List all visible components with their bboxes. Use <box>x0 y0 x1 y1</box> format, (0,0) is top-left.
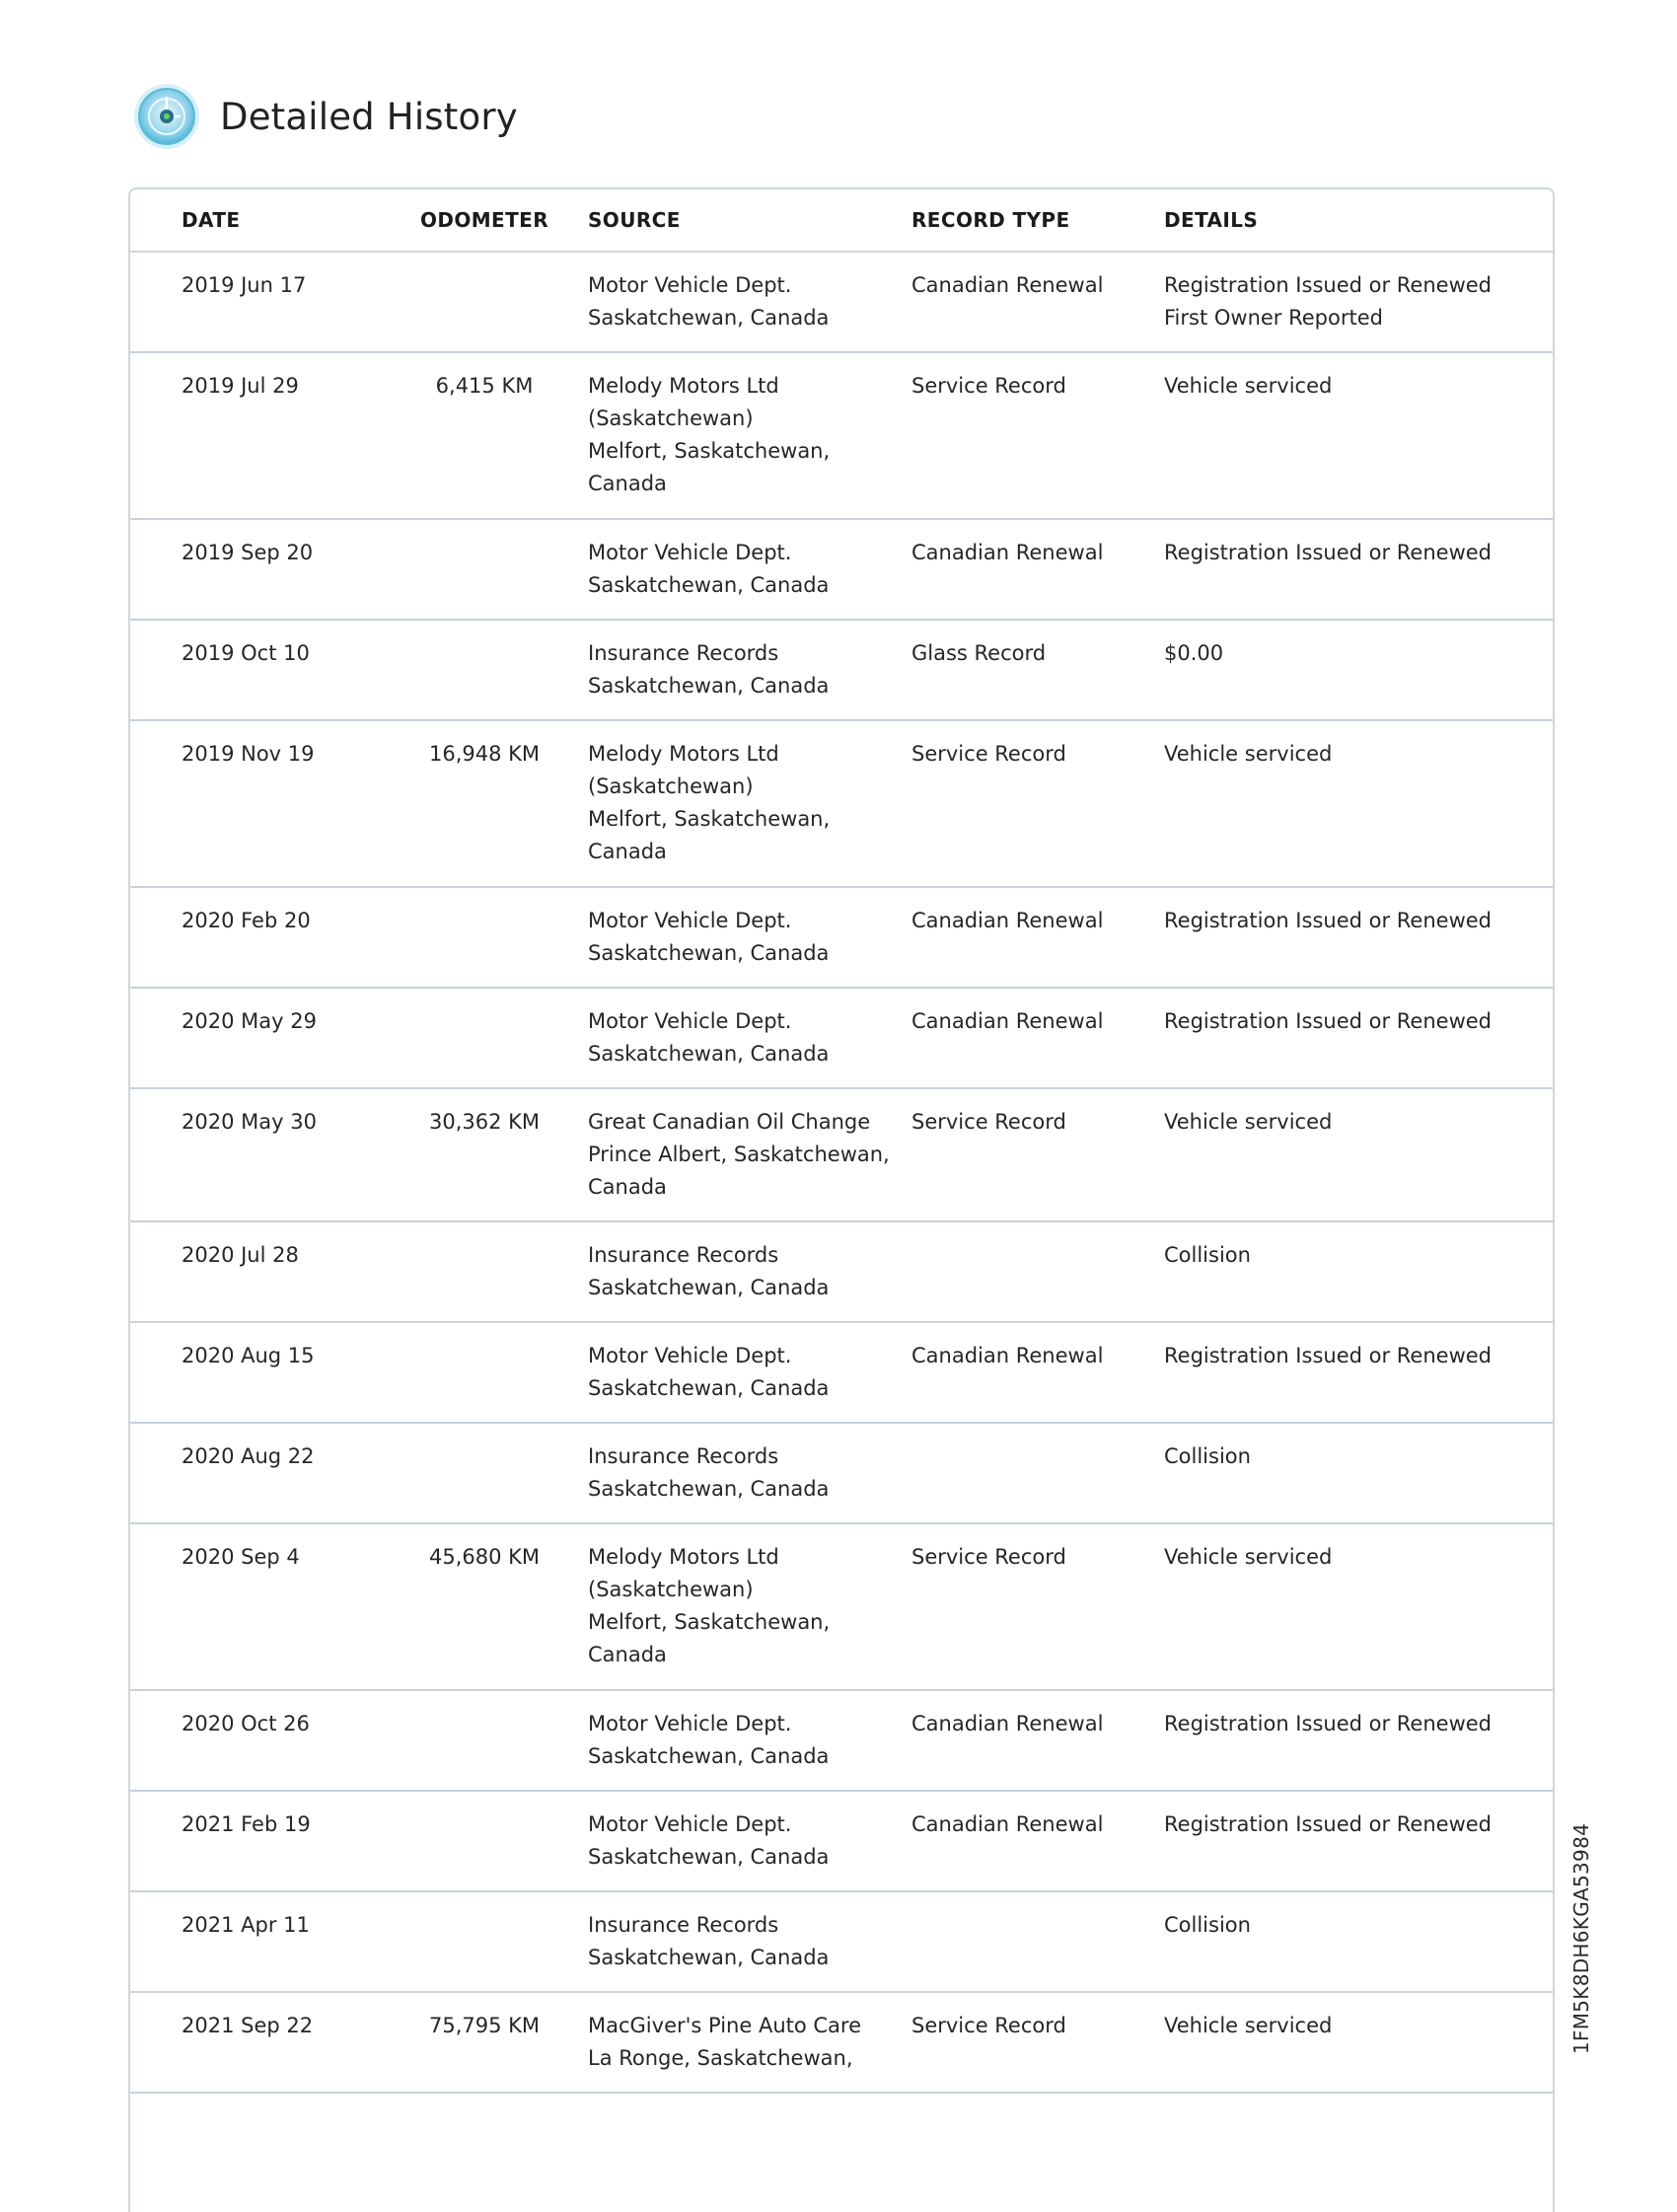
table-row <box>130 1524 1553 1691</box>
details-line: Vehicle serviced <box>1164 1545 1333 1569</box>
cell-odometer <box>391 1909 578 1991</box>
source-line: Insurance Records <box>588 1243 779 1267</box>
details-line: Registration Issued or Renewed <box>1164 1344 1493 1367</box>
source-line: Motor Vehicle Dept. <box>588 1712 792 1735</box>
cell-record-type: Service Record <box>911 2014 1066 2037</box>
cell-date: 2019 Jun 17 <box>182 273 307 297</box>
source-line: Insurance Records <box>588 1444 779 1468</box>
source-line: Motor Vehicle Dept. <box>588 1812 792 1836</box>
cell-date: 2019 Jul 29 <box>182 374 299 398</box>
source-line: Saskatchewan, Canada <box>588 674 830 698</box>
cell-details <box>1164 1909 1539 1991</box>
cell-date: 2020 May 29 <box>182 1009 317 1033</box>
cell-odometer <box>391 1440 578 1522</box>
details-line: Collision <box>1164 1444 1251 1468</box>
cell-source <box>578 905 911 987</box>
cell-details <box>1164 1005 1539 1087</box>
table-row <box>130 353 1553 520</box>
source-line: Saskatchewan, Canada <box>588 573 830 597</box>
details-line: Registration Issued or Renewed <box>1164 1712 1493 1735</box>
cell-record-type <box>911 1239 1164 1321</box>
cell-odometer: 45,680 KM <box>428 1545 541 1569</box>
cell-record-type: Glass Record <box>911 641 1047 665</box>
cell-record-type: Service Record <box>911 374 1066 398</box>
source-line: Motor Vehicle Dept. <box>588 273 792 297</box>
table-row <box>130 989 1553 1089</box>
cell-date: 2020 Sep 4 <box>182 1545 300 1569</box>
source-line: Motor Vehicle Dept. <box>588 1009 792 1033</box>
source-line: Motor Vehicle Dept. <box>588 1344 792 1367</box>
cell-details <box>1164 905 1539 987</box>
table-row <box>130 888 1553 989</box>
cell-record-type: Canadian Renewal <box>911 1009 1104 1033</box>
source-line: Great Canadian Oil Change <box>588 1110 871 1134</box>
details-line: Registration Issued or Renewed <box>1164 1812 1493 1836</box>
cell-details <box>1164 370 1539 518</box>
column-header-details: DETAILS <box>1164 208 1259 232</box>
details-line: Registration Issued or Renewed <box>1164 1009 1493 1033</box>
cell-details <box>1164 738 1539 886</box>
source-line: Saskatchewan, Canada <box>588 1042 830 1066</box>
cell-date: 2020 May 30 <box>182 1110 317 1134</box>
source-line: Saskatchewan, Canada <box>588 941 830 965</box>
cell-details <box>1164 1808 1539 1890</box>
source-line: Saskatchewan, Canada <box>588 1376 830 1400</box>
cell-date: 2020 Jul 28 <box>182 1243 299 1267</box>
source-line: Saskatchewan, Canada <box>588 1477 830 1501</box>
source-line: Saskatchewan, Canada <box>588 1845 830 1869</box>
table-row <box>130 1222 1553 1323</box>
cell-date: 2020 Feb 20 <box>182 909 311 932</box>
source-line: (Saskatchewan) <box>588 774 754 798</box>
details-line: Collision <box>1164 1243 1251 1267</box>
cell-odometer <box>391 537 578 619</box>
cell-odometer <box>391 269 578 351</box>
source-line: Saskatchewan, Canada <box>588 1276 830 1299</box>
column-header-date: DATE <box>182 208 241 232</box>
cell-source <box>578 1239 911 1321</box>
cell-date: 2020 Aug 15 <box>182 1344 315 1367</box>
cell-record-type: Canadian Renewal <box>911 1712 1104 1735</box>
clock-icon <box>131 81 202 152</box>
table-row <box>130 1792 1553 1892</box>
details-line: Registration Issued or Renewed <box>1164 541 1493 564</box>
source-line: Insurance Records <box>588 1913 779 1937</box>
history-table <box>128 187 1555 2212</box>
source-line: (Saskatchewan) <box>588 1578 754 1601</box>
source-line: Melfort, Saskatchewan, <box>588 439 831 463</box>
table-row <box>130 253 1553 353</box>
column-header-odometer: ODOMETER <box>419 208 549 232</box>
cell-details <box>1164 2010 1539 2092</box>
cell-odometer <box>391 1005 578 1087</box>
cell-record-type: Canadian Renewal <box>911 909 1104 932</box>
table-row <box>130 621 1553 721</box>
details-line: Registration Issued or Renewed <box>1164 273 1493 297</box>
vin-text: 1FM5K8DH6KGA53984 <box>1569 1822 1594 2055</box>
source-line: Saskatchewan, Canada <box>588 306 830 330</box>
cell-odometer: 75,795 KM <box>428 2014 541 2037</box>
cell-source <box>578 1005 911 1087</box>
source-line: Canada <box>588 1175 667 1199</box>
cell-record-type <box>911 1909 1164 1991</box>
cell-record-type: Canadian Renewal <box>911 541 1104 564</box>
cell-source <box>578 2010 911 2092</box>
cell-source <box>578 1106 911 1220</box>
cell-source <box>578 537 911 619</box>
details-line: Vehicle serviced <box>1164 2014 1333 2037</box>
source-line: Saskatchewan, Canada <box>588 1744 830 1768</box>
cell-details <box>1164 269 1539 351</box>
source-line: (Saskatchewan) <box>588 406 754 430</box>
source-line: Melody Motors Ltd <box>588 374 779 398</box>
cell-date: 2019 Sep 20 <box>182 541 314 564</box>
source-line: Motor Vehicle Dept. <box>588 909 792 932</box>
details-line: Vehicle serviced <box>1164 374 1333 398</box>
details-line: Vehicle serviced <box>1164 1110 1333 1134</box>
table-row <box>130 1323 1553 1424</box>
source-line: Prince Albert, Saskatchewan, <box>588 1143 890 1166</box>
cell-source <box>578 1440 911 1522</box>
table-body <box>130 253 1553 2094</box>
cell-record-type: Service Record <box>911 1545 1066 1569</box>
source-line: La Ronge, Saskatchewan, <box>588 2046 853 2070</box>
source-line: Melody Motors Ltd <box>588 1545 779 1569</box>
details-line: First Owner Reported <box>1164 306 1383 330</box>
cell-date: 2020 Aug 22 <box>182 1444 315 1468</box>
cell-record-type <box>911 1440 1164 1522</box>
cell-details <box>1164 637 1539 719</box>
cell-details <box>1164 1708 1539 1790</box>
cell-odometer <box>391 1340 578 1422</box>
page-title: Detailed History <box>220 95 518 138</box>
details-line: $0.00 <box>1164 641 1224 665</box>
cell-record-type: Canadian Renewal <box>911 273 1104 297</box>
cell-details <box>1164 1440 1539 1522</box>
cell-record-type: Canadian Renewal <box>911 1812 1104 1836</box>
details-line: Vehicle serviced <box>1164 742 1333 766</box>
source-line: Canada <box>588 472 667 495</box>
source-line: MacGiver's Pine Auto Care <box>588 2014 862 2037</box>
cell-source <box>578 637 911 719</box>
table-row <box>130 1691 1553 1792</box>
table-row <box>130 1892 1553 1993</box>
cell-odometer: 16,948 KM <box>428 742 541 766</box>
cell-details <box>1164 537 1539 619</box>
cell-odometer <box>391 1239 578 1321</box>
cell-odometer: 6,415 KM <box>435 374 534 398</box>
column-header-record-type: RECORD TYPE <box>911 208 1070 232</box>
source-line: Melfort, Saskatchewan, <box>588 807 831 831</box>
cell-odometer: 30,362 KM <box>428 1110 541 1134</box>
source-line: Canada <box>588 840 667 863</box>
cell-odometer <box>391 905 578 987</box>
details-line: Collision <box>1164 1913 1251 1937</box>
cell-record-type: Service Record <box>911 742 1066 766</box>
cell-record-type: Service Record <box>911 1110 1066 1134</box>
cell-source <box>578 1808 911 1890</box>
cell-source <box>578 370 911 518</box>
table-row <box>130 721 1553 888</box>
cell-odometer <box>391 1708 578 1790</box>
source-line: Insurance Records <box>588 641 779 665</box>
source-line: Melfort, Saskatchewan, <box>588 1610 831 1634</box>
cell-record-type: Canadian Renewal <box>911 1344 1104 1367</box>
cell-source <box>578 1909 911 1991</box>
source-line: Motor Vehicle Dept. <box>588 541 792 564</box>
cell-odometer <box>391 1808 578 1890</box>
cell-date: 2021 Apr 11 <box>182 1913 310 1937</box>
table-row <box>130 1089 1553 1222</box>
cell-date: 2019 Oct 10 <box>182 641 310 665</box>
cell-date: 2019 Nov 19 <box>182 742 315 766</box>
page-header <box>131 81 518 152</box>
details-line: Registration Issued or Renewed <box>1164 909 1493 932</box>
source-line: Melody Motors Ltd <box>588 742 779 766</box>
cell-source <box>578 1708 911 1790</box>
source-line: Canada <box>588 1643 667 1666</box>
vin-label <box>1562 1822 1601 2055</box>
table-row <box>130 1424 1553 1524</box>
column-header-source: SOURCE <box>588 208 681 232</box>
cell-details <box>1164 1340 1539 1422</box>
cell-source <box>578 1541 911 1689</box>
cell-source <box>578 1340 911 1422</box>
cell-date: 2020 Oct 26 <box>182 1712 310 1735</box>
cell-odometer <box>391 637 578 719</box>
table-header <box>130 189 1553 253</box>
cell-source <box>578 738 911 886</box>
source-line: Saskatchewan, Canada <box>588 1946 830 1969</box>
cell-date: 2021 Sep 22 <box>182 2014 314 2037</box>
cell-date: 2021 Feb 19 <box>182 1812 311 1836</box>
table-row <box>130 1993 1553 2094</box>
table-row <box>130 520 1553 621</box>
cell-details <box>1164 1541 1539 1689</box>
cell-details <box>1164 1239 1539 1321</box>
cell-details <box>1164 1106 1539 1220</box>
cell-source <box>578 269 911 351</box>
